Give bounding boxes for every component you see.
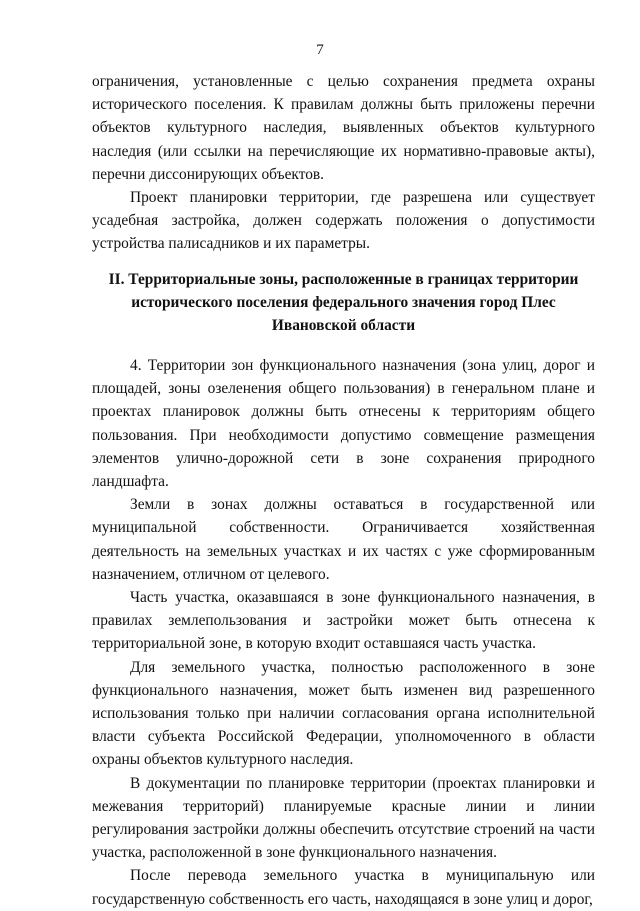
paragraph-item-4: 4. Территории зон функционального назначения (зона улиц, дорог и площадей, зоны озеленения общего пользования) в генеральном плане и проектах планировок должны быть отнесены к территориям общего пользования. При необходимости допустимо совмещение размещения элементов улично-дорожной сети в зоне сохранения природного ландшафта. <box>92 357 595 491</box>
paragraph-plot-part: Часть участка, оказавшаяся в зоне функционального назначения, в правилах землепользования и застройки может быть отнесена к территориальной зоне, в которую входит оставшаяся часть участка. <box>92 589 595 653</box>
paragraph-land-ownership: Земли в зонах должны оставаться в государственной или муниципальной собственности. Ограничивается хозяйственная деятельность на земельных участках и их частях с уже сформированным назначением, отличном от целевого. <box>92 496 595 583</box>
main-text-block <box>92 354 595 911</box>
paragraph-project-planning: Проект планировки территории, где разрешена или существует усадебная застройка, должен содержать положения о допустимости устройства палисадников и их параметры. <box>92 189 595 253</box>
intro-text-block <box>92 70 595 256</box>
page-number: 7 <box>316 42 324 58</box>
section-heading-line-1: II. Территориальные зоны, расположенные в границах территории <box>108 271 579 288</box>
paragraph-land-use-change: Для земельного участка, полностью расположенного в зоне функционального назначения, может быть изменен вид разрешенного использования только при наличии согласования органа исполнительной власти субъекта Российской Федерации, уполномоченного в области охраны объектов культурного наследия. <box>92 658 595 769</box>
section-heading <box>92 268 595 338</box>
paragraph-land-transfer: После перевода земельного участка в муниципальную или государственную собственность его часть, находящаяся в зоне улиц и дорог, <box>92 867 595 908</box>
section-heading-line-3: Ивановской области <box>271 317 416 335</box>
section-heading-line-2: исторического поселения федерального значения город Плес <box>131 294 556 312</box>
paragraph-planning-documentation: В документации по планировке территории (проектах планировки и межевания территорий) планируемые красные линии и линии регулирования застройки должны обеспечить отсутствие строений на части участка, расположенной в зоне функционального назначения. <box>92 774 595 862</box>
paragraph-continuation: ограничения, установленные с целью сохранения предмета охраны исторического поселения. К правилам должны быть приложены перечни объектов культурного наследия, выявленных объектов культурного наследия (или ссылки на перечисляющие их нормативно-правовые акты), перечни диссонирующих объектов. <box>92 73 595 183</box>
